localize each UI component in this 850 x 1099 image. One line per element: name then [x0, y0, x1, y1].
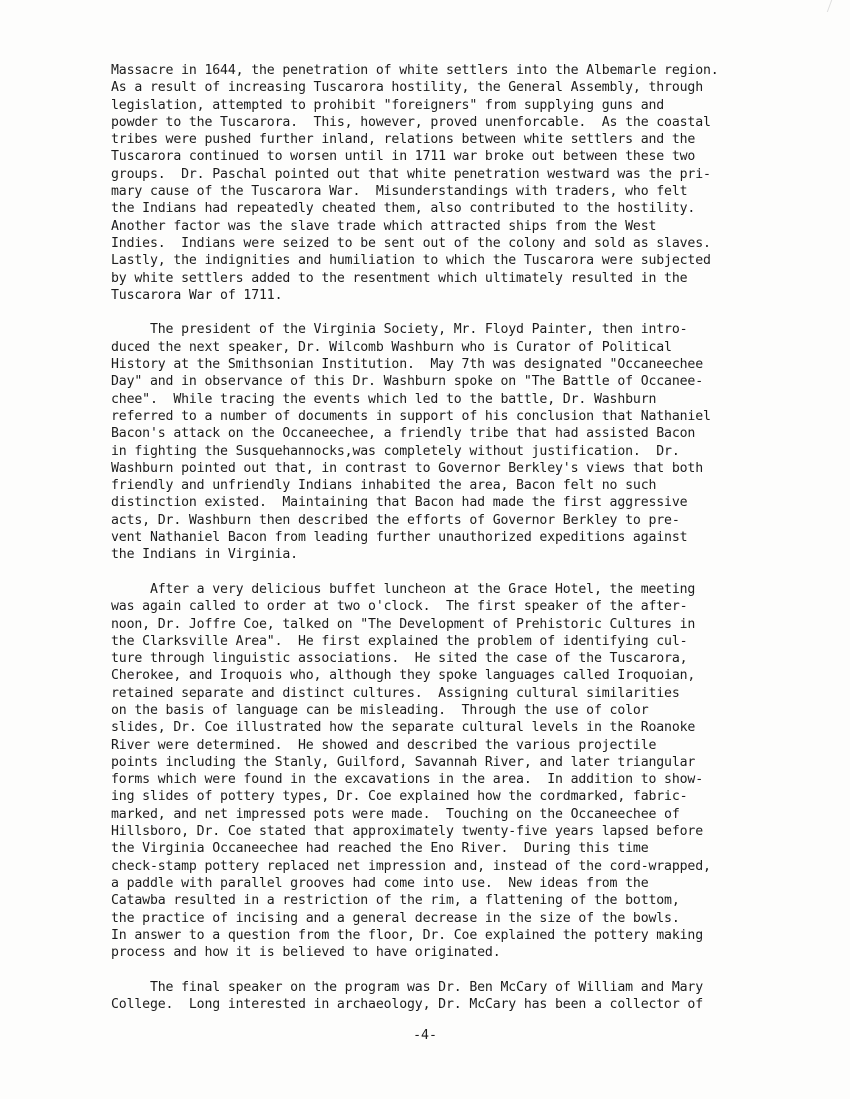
text-line: Lastly, the indignities and humiliation to which the Tuscarora were subjected [111, 253, 711, 269]
text-line: powder to the Tuscarora. This, however, proved unenforcable. As the coastal [111, 114, 711, 130]
text-line: Another factor was the slave trade which attracted ships from the West [111, 218, 657, 234]
text-line: Indies. Indians were seized to be sent out of the colony and sold as slaves. [111, 235, 711, 251]
text-line: the Indians had repeatedly cheated them, also contributed to the hostility. [111, 201, 696, 217]
paragraph [111, 581, 761, 962]
text-line: Hillsboro, Dr. Coe stated that approximately twenty-five years lapsed before [111, 824, 704, 840]
text-line: referred to a number of documents in support of his conclusion that Nathaniel [111, 408, 711, 424]
text-line: check-stamp pottery replaced net impression and, instead of the cord-wrapped, [111, 858, 711, 874]
text-line: by white settlers added to the resentment which ultimately resulted in the [111, 270, 688, 286]
text-line: Catawba resulted in a restriction of the rim, a flattening of the bottom, [111, 893, 680, 909]
text-line: Cherokee, and Iroquois who, although they spoke languages called Iroquoian, [111, 668, 696, 684]
text-line: Massacre in 1644, the penetration of white settlers into the Albemarle region. [111, 63, 719, 78]
text-line: noon, Dr. Joffre Coe, talked on "The Development of Prehistoric Cultures in [111, 616, 696, 632]
text-line: the Indians in Virginia. [111, 547, 298, 563]
text-line: slides, Dr. Coe illustrated how the separate cultural levels in the Roanoke [111, 720, 696, 736]
text-line: Bacon's attack on the Occaneechee, a friendly tribe that had assisted Bacon [111, 426, 696, 442]
text-line: In answer to a question from the floor, Dr. Coe explained the pottery making [111, 927, 704, 943]
text-line: The final speaker on the program was Dr. Ben McCary of William and Mary [111, 979, 704, 995]
text-line: in fighting the Susquehannocks,was completely without justification. Dr. [111, 443, 680, 459]
text-line: forms which were found in the excavations in the area. In addition to show- [111, 772, 704, 788]
text-line: The president of the Virginia Society, Mr. Floyd Painter, then intro- [111, 322, 688, 338]
text-line: Day" and in observance of this Dr. Washburn spoke on "The Battle of Occanee- [111, 374, 704, 390]
text-line: friendly and unfriendly Indians inhabited the area, Bacon felt no such [111, 478, 657, 494]
text-line: groups. Dr. Paschal pointed out that white penetration westward was the pri- [111, 166, 711, 182]
text-line: River were determined. He showed and described the various projectile [111, 737, 657, 753]
text-line: acts, Dr. Washburn then described the efforts of Governor Berkley to pre- [111, 512, 680, 528]
paragraph [111, 979, 761, 1014]
text-line: points including the Stanly, Guilford, Savannah River, and later triangular [111, 754, 696, 770]
text-line: College. Long interested in archaeology, Dr. McCary has been a collector of [111, 997, 704, 1013]
paragraph [111, 321, 761, 563]
text-line: on the basis of language can be misleading. Through the use of color [111, 702, 649, 718]
text-line: mary cause of the Tuscarora War. Misunderstandings with traders, who felt [111, 184, 688, 200]
text-line: distinction existed. Maintaining that Bacon had made the first aggressive [111, 495, 688, 511]
document-body [111, 62, 761, 1031]
text-line: tribes were pushed further inland, relations between white settlers and the [111, 132, 696, 148]
text-line: After a very delicious buffet luncheon at the Grace Hotel, the meeting [111, 581, 696, 597]
text-line: retained separate and distinct cultures. Assigning cultural similarities [111, 685, 680, 701]
text-line: ture through linguistic associations. He sited the case of the Tuscarora, [111, 651, 688, 667]
text-line: process and how it is believed to have originated. [111, 945, 501, 961]
text-line: the Clarksville Area". He first explained the problem of identifying cul- [111, 633, 688, 649]
text-line: Tuscarora continued to worsen until in 1711 war broke out between these two [111, 149, 696, 165]
scan-mark [827, 0, 840, 12]
paragraph [111, 62, 761, 304]
page-number: -4- [413, 1028, 437, 1043]
text-line: was again called to order at two o'clock. The first speaker of the after- [111, 599, 688, 615]
text-line: the Virginia Occaneechee had reached the Eno River. During this time [111, 841, 649, 857]
text-line: Washburn pointed out that, in contrast to Governor Berkley's views that both [111, 460, 704, 476]
text-line: As a result of increasing Tuscarora hostility, the General Assembly, through [111, 80, 704, 96]
text-line: Tuscarora War of 1711. [111, 287, 283, 303]
text-line: legislation, attempted to prohibit "foreigners" from supplying guns and [111, 97, 665, 113]
text-line: a paddle with parallel grooves had come into use. New ideas from the [111, 875, 649, 891]
text-line: marked, and net impressed pots were made. Touching on the Occaneechee of [111, 806, 680, 822]
text-line: duced the next speaker, Dr. Wilcomb Washburn who is Curator of Political [111, 339, 672, 355]
text-line: the practice of incising and a general decrease in the size of the bowls. [111, 910, 680, 926]
text-line: History at the Smithsonian Institution. May 7th was designated "Occaneechee [111, 357, 704, 373]
text-line: ing slides of pottery types, Dr. Coe explained how the cordmarked, fabric- [111, 789, 688, 805]
text-line: vent Nathaniel Bacon from leading further unauthorized expeditions against [111, 530, 688, 546]
text-line: chee". While tracing the events which led to the battle, Dr. Washburn [111, 391, 657, 407]
